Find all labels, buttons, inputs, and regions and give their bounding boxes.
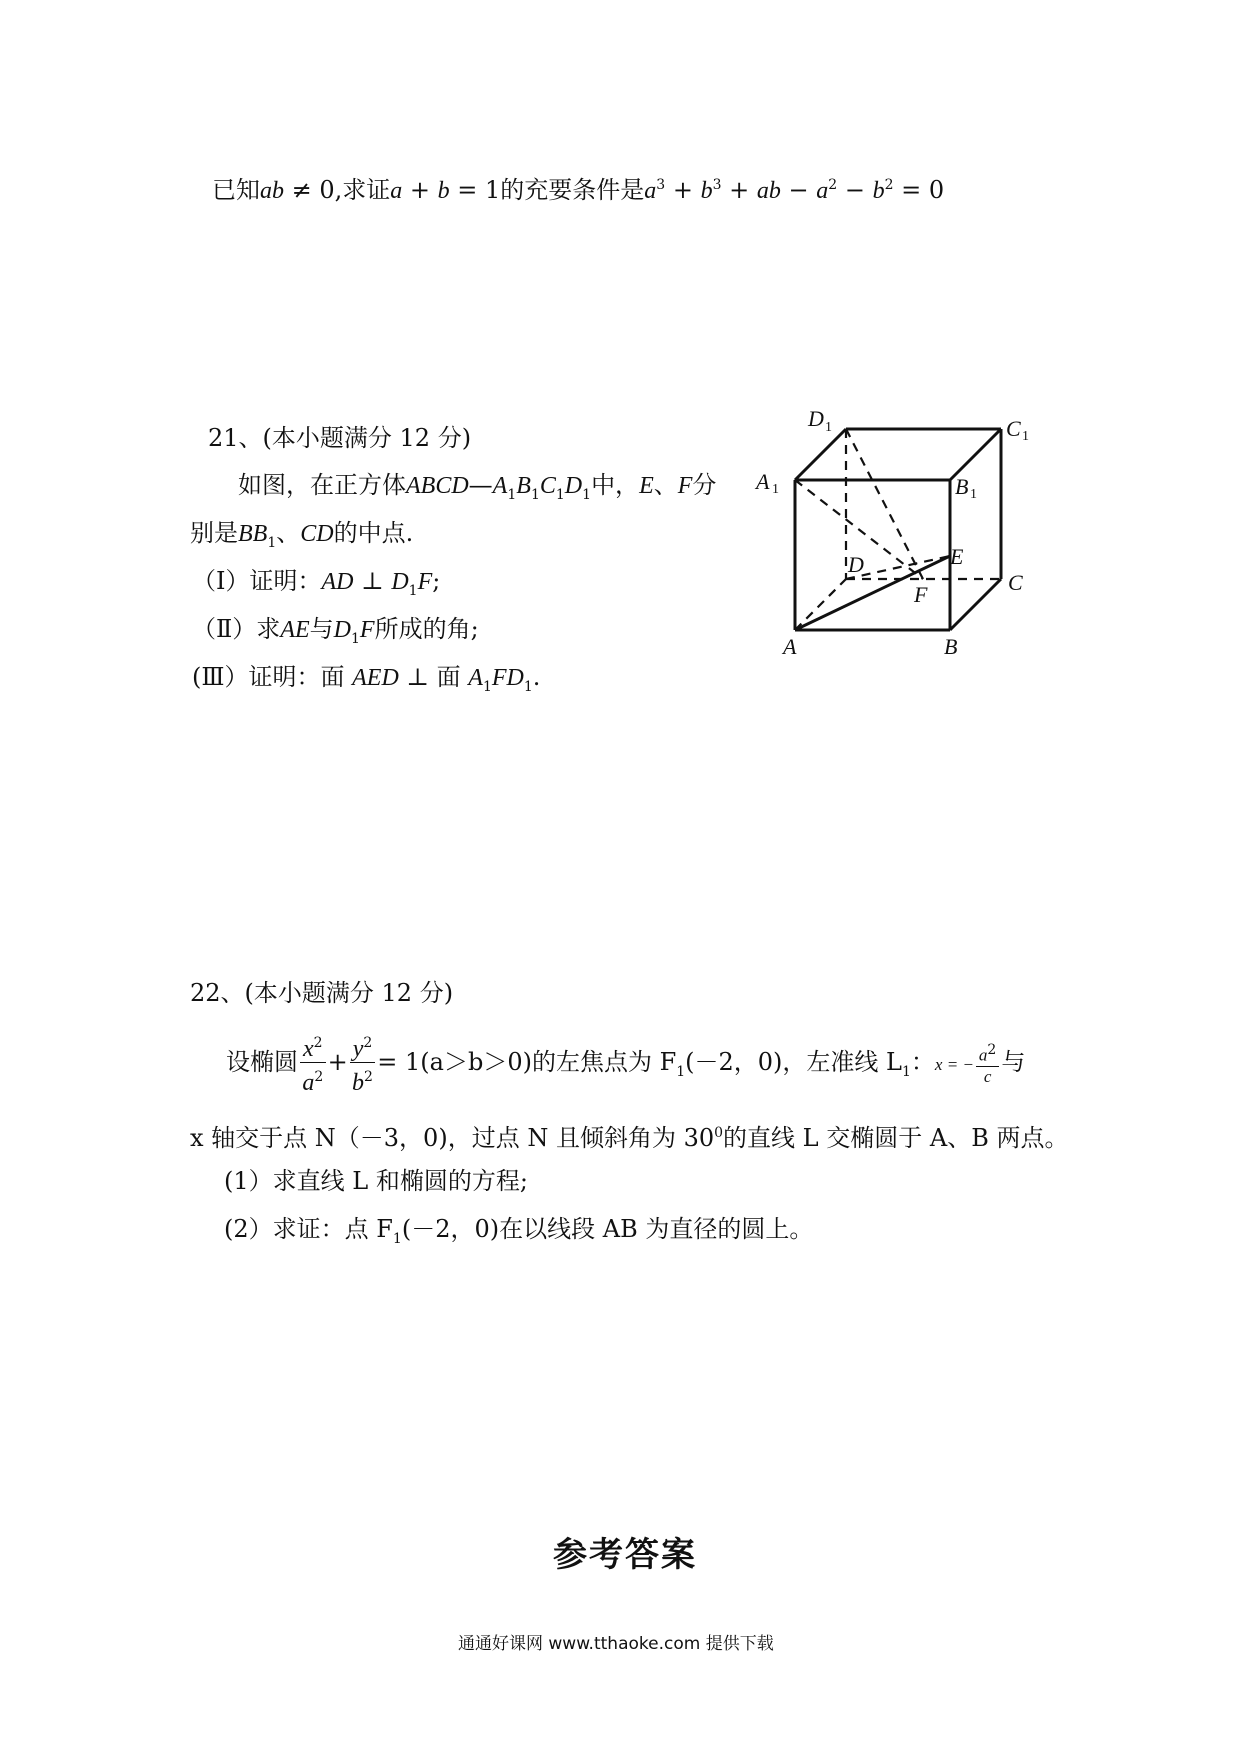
label-D1: D (808, 406, 824, 431)
edge-A-D (795, 579, 846, 630)
label-A: A (783, 634, 797, 659)
edge-B1-C1 (950, 429, 1001, 480)
q22-title: 22、(本小题满分 12 分) (190, 979, 454, 1007)
label-A1-sub: 1 (772, 482, 779, 497)
label-B: B (944, 634, 958, 659)
q21-part3: (Ⅲ）证明：面 AED ⊥ 面 $A_1FD_1$. (192, 663, 541, 695)
q21-part1: （Ⅰ）证明：AD ⊥ $D_1F$; (192, 567, 441, 599)
label-A1: A (756, 469, 770, 494)
label-D: D (848, 552, 864, 577)
page-footer: 通通好课网 www.tthaoke.com 提供下载 (458, 1634, 774, 1654)
q21-part2: （Ⅱ）求AE与$D_1F$所成的角; (192, 615, 479, 647)
answers-heading: 参考答案 (553, 1535, 697, 1575)
edge-B-C (950, 579, 1001, 630)
q22-line2: x 轴交于点 N（－3，0)，过点 N 且倾斜角为 $30^0$的直线 L 交椭圆于 A、B 两点。 (190, 1124, 1069, 1152)
q21-line2: 别是$BB_1$、CD的中点. (190, 519, 414, 551)
label-D1-sub: 1 (825, 420, 832, 435)
q22-part2: (2）求证：点 $F_1(-2$，0)在以线段 AB 为直径的圆上。 (224, 1215, 814, 1247)
cube-figure (750, 400, 1050, 670)
q22-part1: (1）求直线 L 和椭圆的方程; (224, 1167, 528, 1195)
q20-statement: 已知ab ≠ 0,求证a + b = 1的充要条件是$a^3 + b^3$ + ab − $a^2 - b^2 = 0$ (212, 176, 945, 204)
label-C: C (1008, 570, 1023, 595)
label-B1: B (955, 474, 969, 499)
label-F: F (914, 582, 928, 607)
label-C1: C (1006, 416, 1021, 441)
q22-line1: 设椭圆 $\frac{x^2}{a^2}$ + $\frac{y^2}{b^2}$ = 1(a＞b＞0)的左焦点为 $F_1(-2$，0)，左准线 $L_1$：x = − $\frac{a^2}{c}$ 与 (226, 1030, 1025, 1097)
q21-line1: 如图，在正方体$ABCD—A_1B_1C_1D_1$中，E、F分 (238, 471, 717, 503)
label-E: E (950, 544, 964, 569)
label-C1-sub: 1 (1022, 429, 1029, 444)
edge-A1-D1 (795, 429, 846, 480)
q21-title: 21、(本小题满分 12 分) (208, 424, 472, 452)
label-B1-sub: 1 (970, 487, 977, 502)
